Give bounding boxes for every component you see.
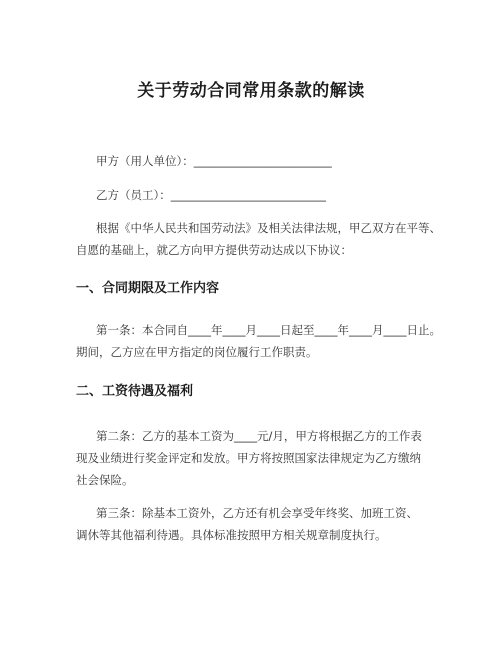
article2-line-3: 社会保险。 [76, 473, 134, 487]
article1-line-2: 期间，乙方应在甲方指定的岗位履行工作职责。 [76, 345, 318, 359]
article2-line-1: 第二条：乙方的基本工资为____元/月，甲方将根据乙方的工作表 [96, 429, 422, 443]
preamble-line-2: 自愿的基础上，就乙方向甲方提供劳动达成以下协议： [76, 243, 352, 257]
party-a-line: 甲方（用人单位）：________________________ [96, 154, 332, 168]
article2-line-2: 现及业绩进行奖金评定和发放。甲方将按照国家法律规定为乙方缴纳 [76, 451, 421, 465]
section-heading-1: 一、合同期限及工作内容 [76, 281, 220, 296]
article3-line-2: 调休等其他福利待遇。具体标准按照甲方相关规章制度执行。 [76, 528, 387, 542]
article1-line-1: 第一条：本合同自____年____月____日起至____年____月____日止。 [96, 323, 441, 337]
document-title: 关于劳动合同常用条款的解读 [137, 81, 365, 101]
preamble-line-1: 根据《中华人民共和国劳动法》及相关法律法规，甲乙双方在平等、 [96, 221, 441, 235]
article3-line-1: 第三条：除基本工资外，乙方还有机会享受年终奖、加班工资、 [96, 506, 418, 520]
party-b-line: 乙方（员工）：___________________________ [96, 188, 326, 202]
section-heading-2: 二、工资待遇及福利 [76, 384, 194, 399]
